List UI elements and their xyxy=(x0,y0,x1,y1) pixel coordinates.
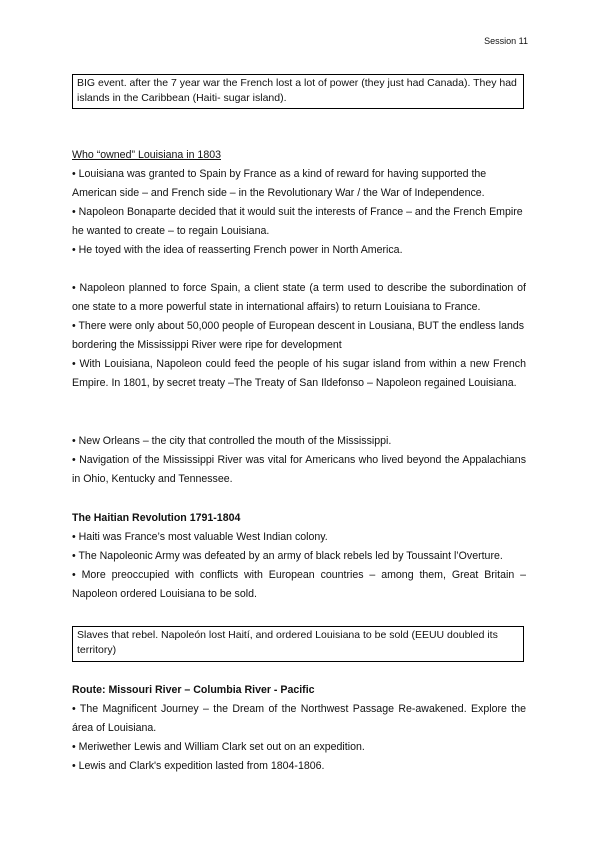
section-heading-haitian-revolution: The Haitian Revolution 1791-1804 xyxy=(72,512,241,524)
bullet-louisiana-sold: • More preoccupied with conflicts with European countries – among them, Great Britain – Napoleon ordered Louisiana to be sold. xyxy=(72,569,526,600)
note-box-slaves-rebel: Slaves that rebel. Napoleón lost Haití, and ordered Louisiana to be sold (EEUU doubled its territory) xyxy=(72,626,524,662)
bullet-new-orleans: • New Orleans – the city that controlled the mouth of the Mississippi. xyxy=(72,435,392,447)
bullet-french-power: • He toyed with the idea of reasserting French power in North America. xyxy=(72,244,403,256)
bullet-lewis-clark: • Meriwether Lewis and William Clark set out on an expedition. xyxy=(72,741,365,753)
bullet-haiti-colony: • Haiti was France’s most valuable West Indian colony. xyxy=(72,531,328,543)
bullet-napoleonic-army: • The Napoleonic Army was defeated by an army of black rebels led by Toussaint l’Overture. xyxy=(72,550,503,562)
bullet-mississippi-navigation: • Navigation of the Mississippi River was vital for Americans who lived beyond the Appalachians in Ohio, Kentucky and Tennessee. xyxy=(72,454,526,485)
bullet-napoleon-regain: • Napoleon Bonaparte decided that it would suit the interests of France – and the French Empire he wanted to create – to regain Louisiana. xyxy=(72,206,523,237)
bullet-magnificent-journey: • The Magnificent Journey – the Dream of the Northwest Passage Re-awakened. Explore the área of Louisiana. xyxy=(72,703,526,734)
bullet-expedition-dates: • Lewis and Clark's expedition lasted from 1804-1806. xyxy=(72,760,325,772)
bullet-san-ildefonso: • With Louisiana, Napoleon could feed the people of his sugar island from within a new French Empire. In 1801, by secret treaty –The Treaty of San Ildefonso – Napoleon regained Louisiana. xyxy=(72,358,526,389)
bullet-european-descent: • There were only about 50,000 people of European descent in Lousiana, BUT the endless lands bordering the Mississippi River were ripe for development xyxy=(72,320,525,351)
bullet-spain-granted: • Louisiana was granted to Spain by France as a kind of reward for having supported the American side – and French side – in the Revolutionary War / the War of Independence. xyxy=(72,168,487,199)
section-heading-route: Route: Missouri River – Columbia River - Pacific xyxy=(72,684,315,696)
section-heading-ownership: Who “owned” Louisiana in 1803 xyxy=(72,149,221,161)
bullet-client-state: • Napoleon planned to force Spain, a client state (a term used to describe the subordination of one state to a more powerful state in international affairs) to return Louisiana to France. xyxy=(72,282,526,313)
session-label: Session 11 xyxy=(484,36,528,46)
note-box-seven-years-war: BIG event. after the 7 year war the French lost a lot of power (they just had Canada). They had islands in the Caribbean (Haiti- sugar island). xyxy=(72,74,524,109)
